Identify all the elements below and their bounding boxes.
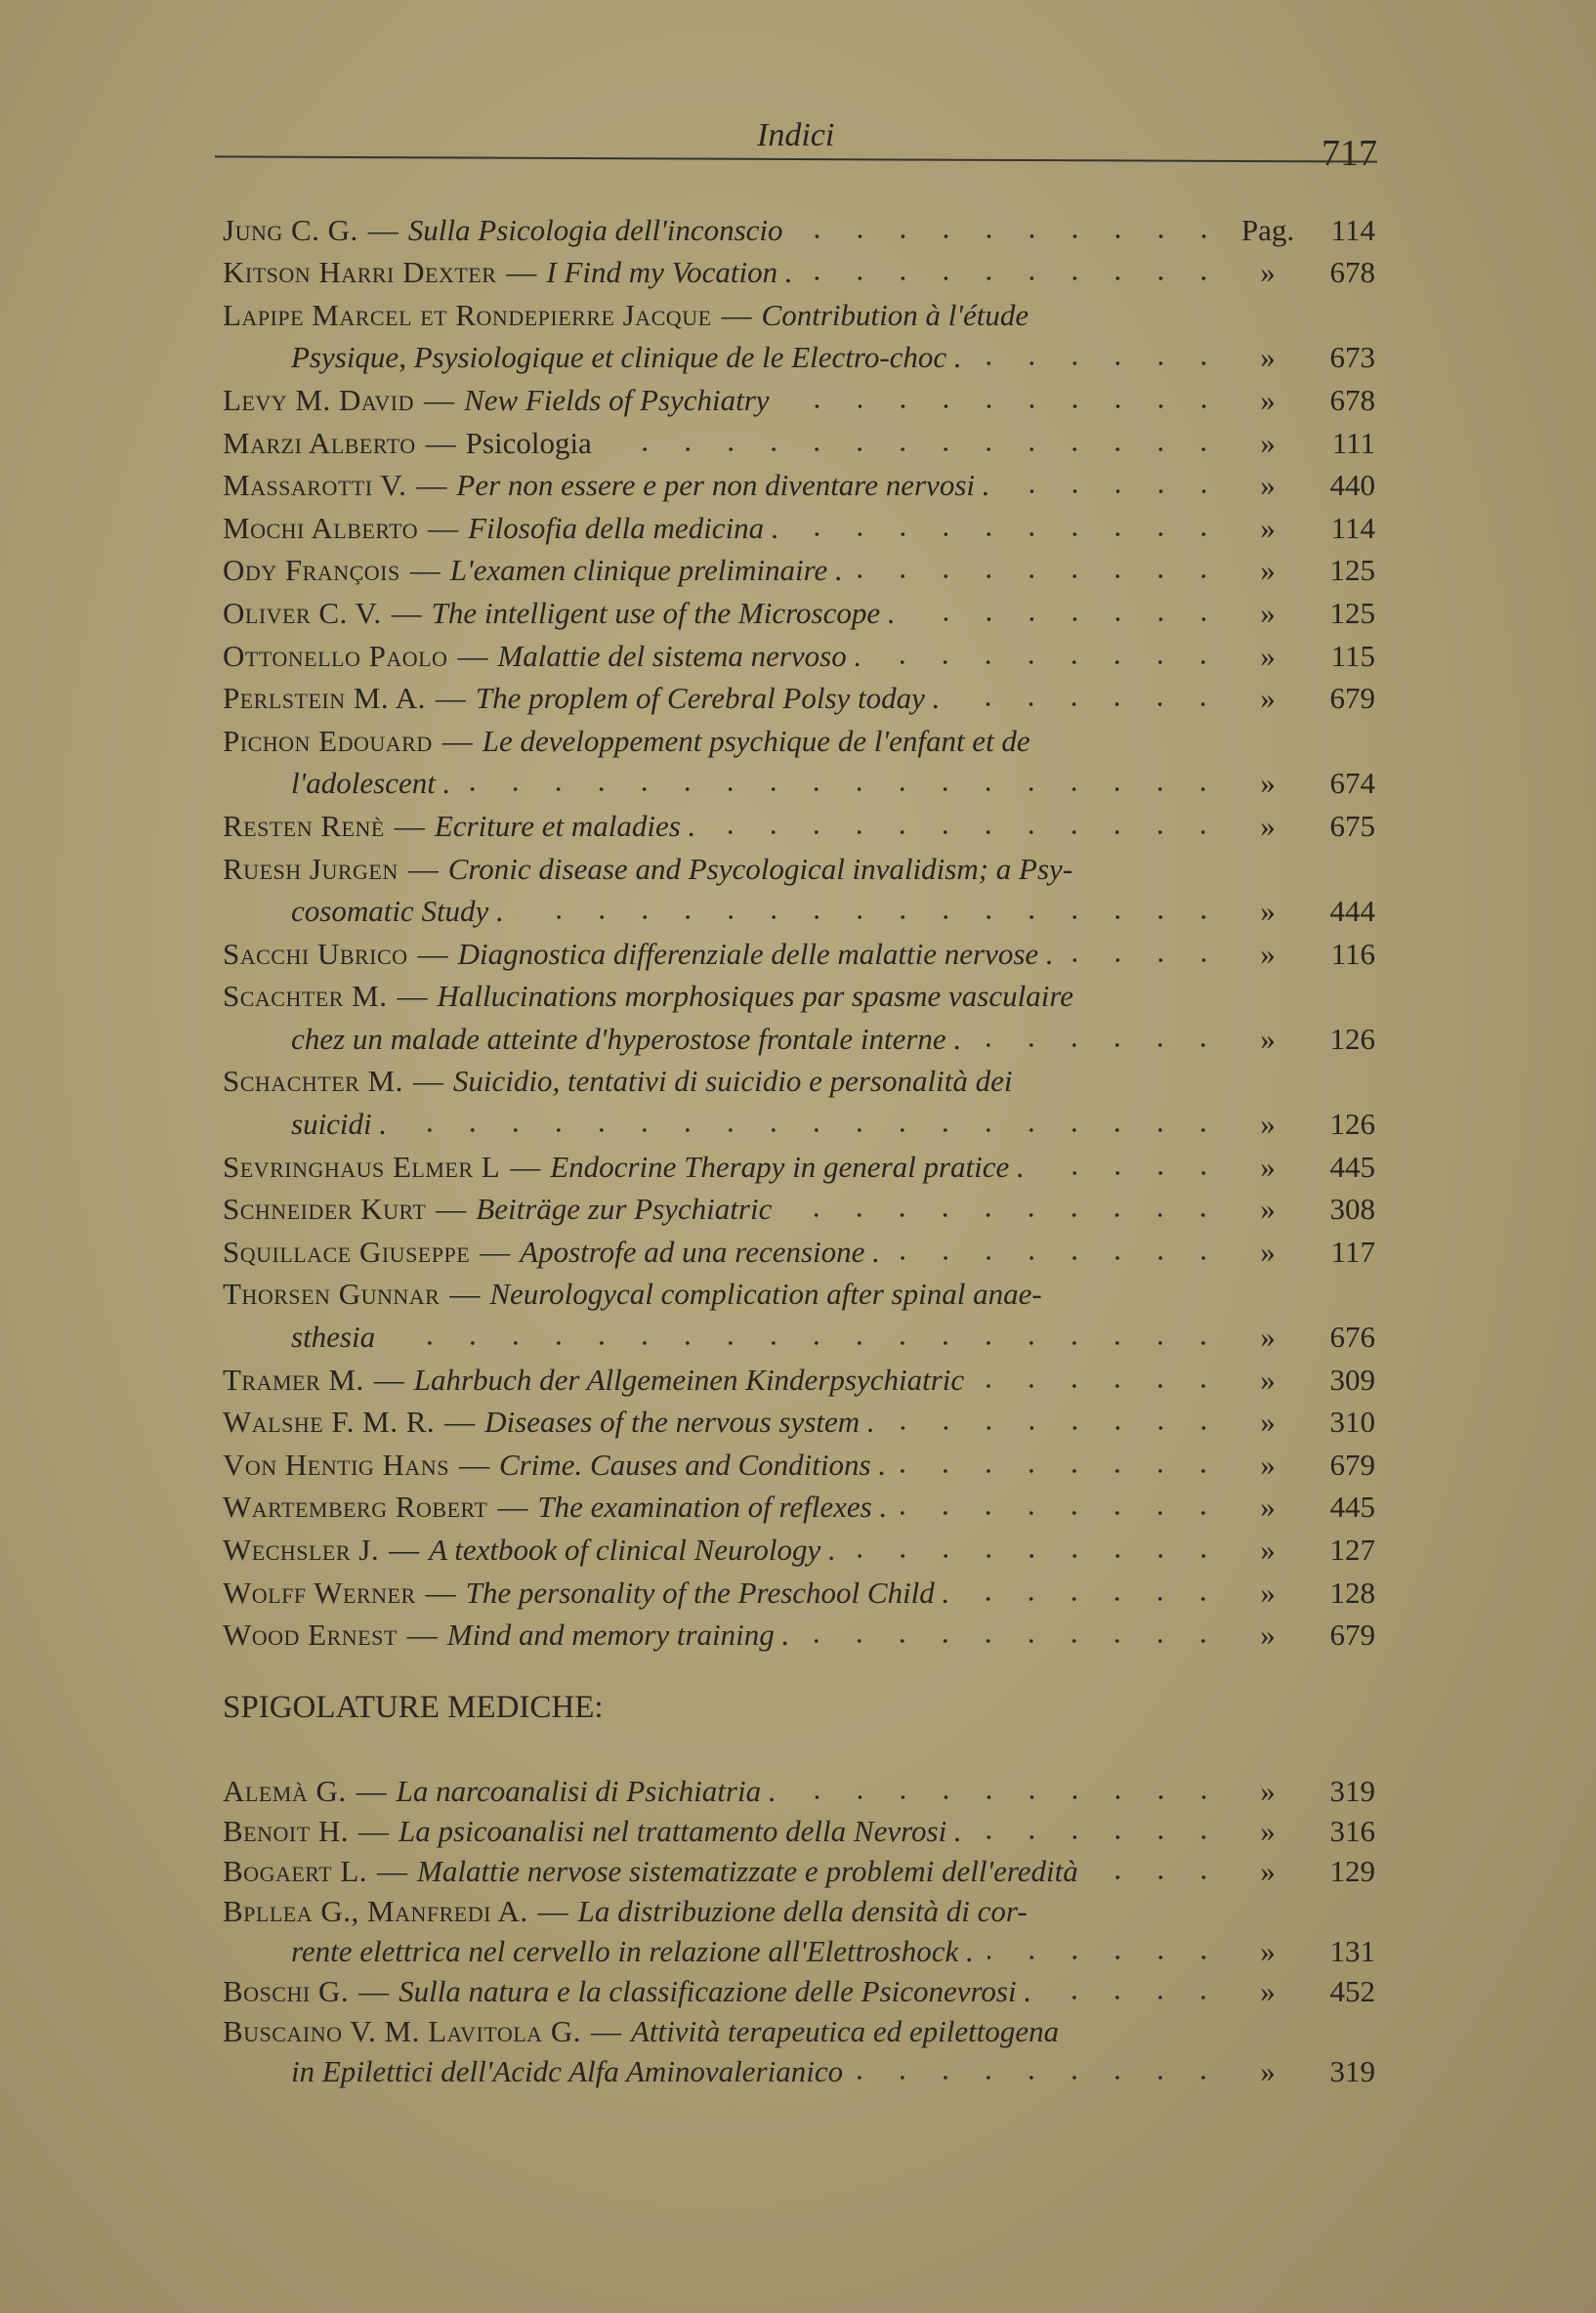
entry-line xyxy=(223,844,1375,887)
entry-page: 445 xyxy=(1329,1149,1375,1184)
entry-line xyxy=(223,1889,1375,1929)
page-mark: » xyxy=(1260,1107,1276,1142)
entry-title: Lahrbuch der Allgemeinen Kinderpsychiatric xyxy=(413,1362,965,1397)
entry-line xyxy=(223,1611,1375,1654)
dot-leader xyxy=(978,1382,1225,1390)
entry-title: The intelligent use of the Microscope . xyxy=(431,595,896,630)
em-dash: — xyxy=(397,979,428,1014)
entry-line xyxy=(223,887,1375,930)
entry-line xyxy=(223,503,1375,546)
entry-line xyxy=(223,1355,1375,1398)
index-entry xyxy=(223,972,1375,1057)
entry-line xyxy=(223,375,1375,418)
em-dash: — xyxy=(377,1854,408,1888)
index-entry xyxy=(223,1398,1375,1441)
entry-page: 111 xyxy=(1331,425,1375,460)
index-entry xyxy=(223,1849,1375,1889)
entry-page: 444 xyxy=(1329,894,1375,929)
entry-page: 445 xyxy=(1329,1490,1375,1525)
index-section-spigolature xyxy=(223,1690,1375,2089)
em-dash: — xyxy=(424,382,455,417)
entry-title: La psicoanalisi nel trattamento della Nevrosi . xyxy=(399,1814,962,1848)
entry-author: Lapipe Marcel et Rondepierre Jacque xyxy=(223,297,712,332)
index-entry xyxy=(223,1611,1375,1654)
entry-line xyxy=(223,546,1375,589)
entry-author: Walshe F. M. R. xyxy=(223,1405,436,1440)
dot-leader xyxy=(900,1467,1225,1475)
em-dash: — xyxy=(506,255,537,290)
entry-line xyxy=(223,1525,1375,1568)
dot-leader xyxy=(790,1793,1225,1801)
entry-author: Ottonello Paolo xyxy=(223,638,448,673)
em-dash: — xyxy=(417,936,448,971)
page-mark: Pag. xyxy=(1240,212,1295,247)
dot-leader xyxy=(909,615,1225,623)
em-dash: — xyxy=(358,1974,390,2008)
dot-leader xyxy=(963,1595,1225,1603)
index-entry xyxy=(223,1440,1375,1483)
entry-line xyxy=(223,2049,1375,2089)
page-mark: » xyxy=(1260,1618,1276,1653)
index-entry xyxy=(223,844,1375,929)
index-entry xyxy=(223,290,1375,375)
page-mark: » xyxy=(1260,1934,1276,1968)
entry-title: Filosofia della medicina . xyxy=(468,510,779,545)
dot-leader xyxy=(857,2074,1225,2082)
page-mark: » xyxy=(1260,1814,1276,1848)
em-dash: — xyxy=(425,1575,456,1610)
page-mark: » xyxy=(1260,382,1276,417)
index-entry xyxy=(223,1227,1375,1270)
entry-line xyxy=(223,1769,1375,1809)
entry-line xyxy=(223,588,1375,631)
entry-title: Beiträge zur Psychiatric xyxy=(476,1192,773,1227)
entry-title: Diseases of the nervous system . xyxy=(484,1405,875,1440)
entry-line xyxy=(223,290,1375,333)
entry-page: 316 xyxy=(1329,1814,1375,1848)
em-dash: — xyxy=(358,1814,390,1848)
entry-title: Contribution à l'étude xyxy=(761,297,1029,332)
page-mark: » xyxy=(1260,553,1276,588)
header-rule xyxy=(215,155,1377,162)
entry-page: 128 xyxy=(1329,1575,1375,1610)
entry-title: cosomatic Study . xyxy=(291,894,504,929)
section-heading: SPIGOLATURE MEDICHE: xyxy=(223,1690,604,1725)
em-dash: — xyxy=(416,468,447,503)
dot-leader xyxy=(389,1339,1225,1347)
entry-title: Per non essere e per non diventare nervosi . xyxy=(456,468,990,503)
dot-leader xyxy=(783,402,1225,410)
entry-author: Ruesh Jurgen xyxy=(223,851,399,886)
entry-line xyxy=(223,1312,1375,1355)
page-mark: » xyxy=(1260,340,1276,375)
index-entry xyxy=(223,674,1375,717)
entry-author: Levy M. David xyxy=(223,382,415,417)
entry-title: Malattie nervose sistematizzate e problemi dell'eredità xyxy=(417,1854,1078,1888)
em-dash: — xyxy=(480,1234,511,1269)
dot-leader xyxy=(894,1254,1225,1262)
entry-title: Psysique, Psysiologique et clinique de le Electro-choc . xyxy=(291,340,962,375)
dot-leader xyxy=(850,1552,1225,1560)
index-entry xyxy=(223,205,1375,248)
entry-title: Ecriture et maladies . xyxy=(434,808,696,843)
entry-author: Schachter M. xyxy=(223,1064,403,1099)
em-dash: — xyxy=(394,808,425,843)
entry-page: 678 xyxy=(1329,255,1375,290)
entry-line xyxy=(223,1568,1375,1611)
index-entry xyxy=(223,1568,1375,1611)
entry-line xyxy=(223,1185,1375,1228)
entry-title: I Find my Vocation . xyxy=(546,255,793,290)
entry-line xyxy=(223,801,1375,844)
entry-page: 126 xyxy=(1329,1021,1375,1056)
em-dash: — xyxy=(407,851,439,886)
entry-line xyxy=(223,929,1375,972)
dot-leader xyxy=(1068,956,1225,964)
page-mark: » xyxy=(1260,2054,1276,2088)
entry-title: The examination of reflexes . xyxy=(537,1490,888,1525)
entry-title: Crime. Causes and Conditions . xyxy=(498,1447,887,1482)
entry-line xyxy=(223,418,1375,461)
page-mark: » xyxy=(1260,425,1276,460)
dot-leader xyxy=(976,359,1225,367)
dot-leader xyxy=(1045,1994,1225,2001)
entry-page: 673 xyxy=(1329,340,1375,375)
entry-author: Perlstein M. A. xyxy=(223,681,426,716)
index-entry xyxy=(223,1969,1375,2009)
entry-page: 676 xyxy=(1329,1320,1375,1355)
em-dash: — xyxy=(412,1064,443,1099)
entry-line xyxy=(223,1809,1375,1849)
entry-page: 117 xyxy=(1330,1234,1375,1269)
index-entry xyxy=(223,716,1375,801)
dot-leader xyxy=(709,828,1225,836)
entry-author: Marzi Alberto xyxy=(223,425,416,460)
entry-page: 310 xyxy=(1329,1405,1375,1440)
index-entry xyxy=(223,1809,1375,1849)
dot-leader xyxy=(518,913,1225,921)
page-mark: » xyxy=(1260,1362,1276,1397)
entry-page: 309 xyxy=(1329,1362,1375,1397)
entry-author: Von Hentig Hans xyxy=(223,1447,449,1482)
entry-title: Endocrine Therapy in general pratice . xyxy=(550,1149,1025,1184)
entry-author: Sacchi Ubrico xyxy=(223,936,408,971)
entry-author: Bogaert L. xyxy=(223,1854,368,1888)
entry-line xyxy=(223,1227,1375,1270)
page-mark: » xyxy=(1260,1490,1276,1525)
index-entry xyxy=(223,1769,1375,1809)
index-entry xyxy=(223,588,1375,631)
index-entry xyxy=(223,418,1375,461)
em-dash: — xyxy=(367,212,399,247)
entry-page: 679 xyxy=(1329,1618,1375,1653)
dot-leader xyxy=(987,1954,1225,1961)
entry-line xyxy=(223,1929,1375,1969)
dot-leader xyxy=(1038,1169,1225,1177)
em-dash: — xyxy=(441,723,473,758)
entry-title: La narcoanalisi di Psichiatria . xyxy=(396,1774,777,1808)
entry-line xyxy=(223,1849,1375,1889)
page-mark: » xyxy=(1260,468,1276,503)
entry-line xyxy=(223,631,1375,674)
dot-leader xyxy=(1092,1873,1225,1881)
em-dash: — xyxy=(391,595,422,630)
entry-title: New Fields of Psychiatry xyxy=(464,382,770,417)
em-dash: — xyxy=(373,1362,404,1397)
index-entry xyxy=(223,1057,1375,1142)
index-entry xyxy=(223,375,1375,418)
entry-title: The proplem of Cerebral Polsy today . xyxy=(475,681,941,716)
em-dash: — xyxy=(449,1277,481,1312)
em-dash: — xyxy=(537,1894,568,1928)
entry-line xyxy=(223,248,1375,291)
page-mark: » xyxy=(1260,1533,1276,1567)
page-mark: » xyxy=(1260,894,1276,929)
entry-title: Apostrofe ad una recensione . xyxy=(520,1234,880,1269)
index-entry xyxy=(223,1142,1375,1185)
em-dash: — xyxy=(497,1490,528,1525)
em-dash: — xyxy=(444,1405,476,1440)
dot-leader xyxy=(975,1041,1225,1049)
entry-title: Psicologia xyxy=(465,425,592,460)
page-mark: » xyxy=(1260,510,1276,545)
entry-page: 116 xyxy=(1330,936,1375,971)
entry-page: 126 xyxy=(1329,1107,1375,1142)
entry-author: Scachter M. xyxy=(223,979,388,1014)
entry-line xyxy=(223,1270,1375,1313)
entry-line xyxy=(223,716,1375,759)
entry-author: Wechsler J. xyxy=(223,1533,380,1567)
index-entry xyxy=(223,1525,1375,1568)
index-entry xyxy=(223,1355,1375,1398)
entry-author: Sevringhaus Elmer L xyxy=(223,1149,501,1184)
page-mark: » xyxy=(1260,766,1276,801)
page-mark: » xyxy=(1260,1234,1276,1269)
entry-page: 678 xyxy=(1329,382,1375,417)
entry-title: suicidi . xyxy=(291,1107,388,1142)
entry-title: Mind and memory training . xyxy=(446,1618,790,1653)
entry-line xyxy=(223,1014,1375,1057)
entry-page: 125 xyxy=(1329,595,1375,630)
dot-leader xyxy=(785,1211,1225,1219)
entry-line xyxy=(223,1057,1375,1100)
dot-leader xyxy=(464,785,1225,793)
index-entry xyxy=(223,248,1375,291)
entry-page: 127 xyxy=(1329,1533,1375,1567)
index-entry xyxy=(223,1483,1375,1526)
index-entry xyxy=(223,1889,1375,1969)
entry-author: Tramer M. xyxy=(223,1362,364,1397)
entry-page: 674 xyxy=(1329,766,1375,801)
dot-leader xyxy=(1004,487,1226,495)
entry-title: La distribuzione della densità di cor- xyxy=(577,1894,1028,1928)
entry-page: 114 xyxy=(1330,212,1375,247)
entry-title: chez un malade atteinte d'hyperostose frontale interne . xyxy=(291,1021,962,1056)
entry-title: Sulla Psicologia dell'inconscio xyxy=(407,212,783,247)
page-number: 717 xyxy=(1322,133,1377,174)
em-dash: — xyxy=(425,425,456,460)
index-entry xyxy=(223,1185,1375,1228)
entry-author: Buscaino V. M. Lavitola G. xyxy=(223,2014,581,2048)
entry-line xyxy=(223,759,1375,802)
entry-page: 129 xyxy=(1329,1854,1375,1888)
page-mark: » xyxy=(1260,1774,1276,1808)
entry-title: Cronic disease and Psycological invalidism; a Psy- xyxy=(447,851,1073,886)
page-mark: » xyxy=(1260,681,1276,716)
page-mark: » xyxy=(1260,255,1276,290)
dot-leader xyxy=(976,1833,1225,1841)
em-dash: — xyxy=(409,553,441,588)
entry-title: Malattie del sistema nervoso . xyxy=(497,638,862,673)
entry-author: Resten Renè xyxy=(223,808,385,843)
entry-line xyxy=(223,674,1375,717)
entry-page: 308 xyxy=(1329,1192,1375,1227)
entry-author: Squillace Giuseppe xyxy=(223,1234,471,1269)
entry-author: Schneider Kurt xyxy=(223,1192,427,1227)
index-entry xyxy=(223,503,1375,546)
entry-author: Benoit H. xyxy=(223,1814,350,1848)
entry-line xyxy=(223,205,1375,248)
entry-title: Le developpement psychique de l'enfant et de xyxy=(482,723,1030,758)
entry-title: Sulla natura e la classificazione delle Psiconevrosi . xyxy=(399,1974,1032,2008)
index-entry xyxy=(223,461,1375,504)
entry-author: Bpllea G., Manfredi A. xyxy=(223,1894,528,1928)
index-entry xyxy=(223,929,1375,972)
page-header xyxy=(215,107,1377,186)
entry-line xyxy=(223,1398,1375,1441)
entry-page: 131 xyxy=(1329,1934,1375,1968)
page-mark: » xyxy=(1260,1192,1276,1227)
page-mark: » xyxy=(1260,638,1276,673)
entry-page: 679 xyxy=(1329,681,1375,716)
index-section-reviews xyxy=(223,205,1375,1653)
entry-title: Hallucinations morphosiques par spasme vasculaire xyxy=(437,979,1074,1014)
entry-title: Neurologycal complication after spinal anae- xyxy=(489,1277,1042,1312)
page-mark: » xyxy=(1260,1320,1276,1355)
page-mark: » xyxy=(1260,1447,1276,1482)
em-dash: — xyxy=(428,510,459,545)
dot-leader xyxy=(793,530,1225,538)
entry-title: l'adolescent . xyxy=(291,766,451,801)
dot-leader xyxy=(606,445,1225,453)
entry-title: rente elettrica nel cervello in relazione all'Elettroshock . xyxy=(291,1934,974,1968)
em-dash: — xyxy=(389,1533,420,1567)
running-title: Indici xyxy=(757,117,835,153)
entry-author: Kitson Harri Dexter xyxy=(223,255,497,290)
entry-line xyxy=(223,461,1375,504)
entry-line xyxy=(223,1099,1375,1142)
entry-page: 114 xyxy=(1330,510,1375,545)
em-dash: — xyxy=(406,1618,438,1653)
entry-author: Boschi G. xyxy=(223,1974,350,2008)
page-mark: » xyxy=(1260,1854,1276,1888)
entry-author: Massarotti V. xyxy=(223,468,407,503)
em-dash: — xyxy=(356,1774,387,1808)
entry-title: The personality of the Preschool Child . xyxy=(465,1575,950,1610)
entry-author: Jung C. G. xyxy=(223,212,358,247)
em-dash: — xyxy=(435,681,466,716)
em-dash: — xyxy=(590,2014,621,2048)
dot-leader xyxy=(807,274,1225,282)
entry-page: 675 xyxy=(1329,808,1375,843)
entry-title: Suicidio, tentativi di suicidio e personalità dei xyxy=(452,1064,1013,1099)
entry-title: in Epilettici dell'Acidc Alfa Aminovalerianico xyxy=(291,2054,844,2088)
index-entry xyxy=(223,1270,1375,1355)
entry-line xyxy=(223,1969,1375,2009)
page-mark: » xyxy=(1260,1575,1276,1610)
page-mark: » xyxy=(1260,1974,1276,2008)
page-mark: » xyxy=(1260,808,1276,843)
entry-line xyxy=(223,972,1375,1015)
entry-title: A textbook of clinical Neurology . xyxy=(429,1533,836,1567)
page-mark: » xyxy=(1260,1021,1276,1056)
index-entry xyxy=(223,801,1375,844)
entry-author: Alemà G. xyxy=(223,1774,347,1808)
index-entry xyxy=(223,2009,1375,2089)
dot-leader xyxy=(953,700,1225,708)
entry-page: 319 xyxy=(1329,2054,1375,2088)
entry-page: 440 xyxy=(1329,468,1375,503)
entry-author: Ody François xyxy=(223,553,400,588)
entry-author: Oliver C. V. xyxy=(223,595,382,630)
entry-author: Wood Ernest xyxy=(223,1618,398,1653)
entry-title: Attività terapeutica ed epilettogena xyxy=(630,2014,1060,2048)
entry-page: 679 xyxy=(1329,1447,1375,1482)
dot-leader xyxy=(400,1126,1225,1134)
entry-author: Mochi Alberto xyxy=(223,510,419,545)
entry-page: 125 xyxy=(1329,553,1375,588)
page-mark: » xyxy=(1260,1405,1276,1440)
entry-line xyxy=(223,1440,1375,1483)
em-dash: — xyxy=(721,297,752,332)
page-mark: » xyxy=(1260,1149,1276,1184)
entry-author: Thorsen Gunnar xyxy=(223,1277,441,1312)
dot-leader xyxy=(857,572,1225,580)
em-dash: — xyxy=(436,1192,467,1227)
entry-line xyxy=(223,333,1375,376)
entry-line xyxy=(223,1142,1375,1185)
dot-leader xyxy=(889,1424,1225,1432)
page-mark: » xyxy=(1260,936,1276,971)
entry-title: sthesia xyxy=(291,1320,376,1355)
index-entry xyxy=(223,546,1375,589)
entry-author: Pichon Edouard xyxy=(223,723,433,758)
entry-line xyxy=(223,2009,1375,2049)
page-mark: » xyxy=(1260,595,1276,630)
entry-page: 115 xyxy=(1330,638,1375,673)
em-dash: — xyxy=(457,638,488,673)
em-dash: — xyxy=(458,1447,489,1482)
dot-leader xyxy=(875,658,1225,666)
entry-author: Wartemberg Robert xyxy=(223,1490,488,1525)
dot-leader xyxy=(797,232,1225,240)
dot-leader xyxy=(803,1637,1225,1645)
dot-leader xyxy=(901,1509,1225,1517)
entry-line xyxy=(223,1483,1375,1526)
entry-page: 319 xyxy=(1329,1774,1375,1808)
entry-page: 452 xyxy=(1329,1974,1375,2008)
entry-author: Wolff Werner xyxy=(223,1575,416,1610)
index-entry xyxy=(223,631,1375,674)
entry-title: L'examen clinique preliminaire . xyxy=(449,553,843,588)
em-dash: — xyxy=(510,1149,541,1184)
entry-title: Diagnostica differenziale delle malattie nervose . xyxy=(457,936,1054,971)
